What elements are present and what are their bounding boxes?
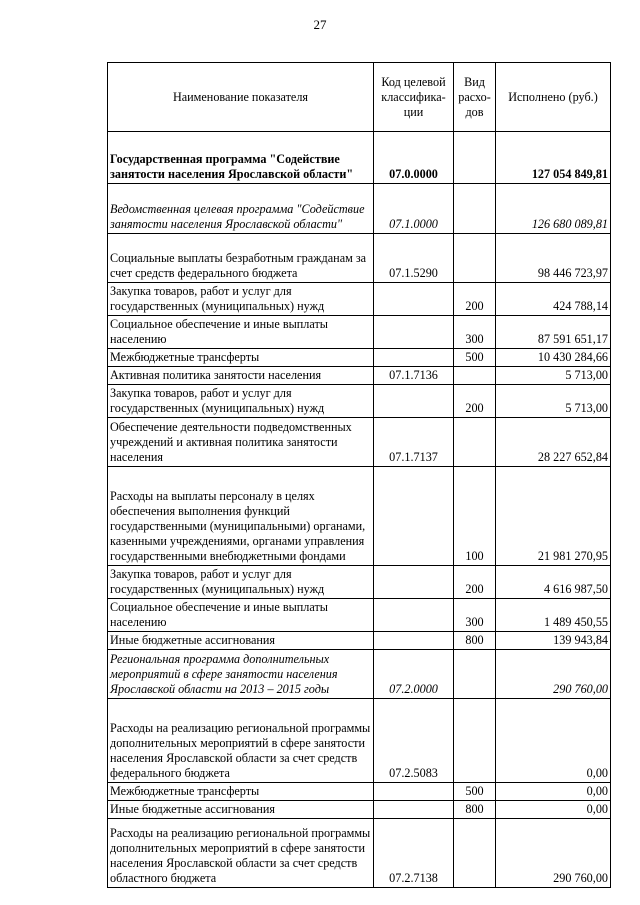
row-name-cell: Государственная программа "Содействие занятости населения Ярославской области": [108, 132, 374, 184]
row-code-cell: [374, 783, 454, 801]
row-type-cell: [454, 699, 496, 783]
row-amount-cell: 87 591 651,17: [496, 316, 611, 349]
row-type-cell: 200: [454, 385, 496, 418]
table-row: [108, 632, 611, 650]
row-code-cell: [374, 599, 454, 632]
table-row: [108, 132, 611, 184]
table-row: [108, 819, 611, 888]
row-code-cell: [374, 316, 454, 349]
row-name-cell: Социальное обеспечение и иные выплаты населению: [108, 599, 374, 632]
row-code-cell: [374, 801, 454, 819]
row-amount-cell: 0,00: [496, 783, 611, 801]
row-type-cell: 500: [454, 783, 496, 801]
row-name-cell: Социальное обеспечение и иные выплаты населению: [108, 316, 374, 349]
table-row: [108, 650, 611, 699]
table-row: [108, 699, 611, 783]
row-code-cell: [374, 385, 454, 418]
row-code-cell: 07.2.5083: [374, 699, 454, 783]
row-amount-cell: 127 054 849,81: [496, 132, 611, 184]
row-code-cell: 07.1.0000: [374, 184, 454, 234]
row-type-cell: [454, 234, 496, 283]
row-code-cell: 07.2.7138: [374, 819, 454, 888]
row-type-cell: 300: [454, 599, 496, 632]
table-header-row: [108, 63, 611, 132]
table-row: [108, 385, 611, 418]
table-row: [108, 349, 611, 367]
row-amount-cell: 0,00: [496, 699, 611, 783]
row-name-cell: Расходы на реализацию региональной программы дополнительных мероприятий в сфере занятости населения Ярославской области за счет средств федерального бюджета: [108, 699, 374, 783]
row-amount-cell: 290 760,00: [496, 819, 611, 888]
row-amount-cell: 5 713,00: [496, 385, 611, 418]
row-amount-cell: 5 713,00: [496, 367, 611, 385]
row-type-cell: [454, 132, 496, 184]
row-amount-cell: 98 446 723,97: [496, 234, 611, 283]
table-row: [108, 184, 611, 234]
row-name-cell: Закупка товаров, работ и услуг для государственных (муниципальных) нужд: [108, 566, 374, 599]
row-code-cell: 07.1.5290: [374, 234, 454, 283]
row-type-cell: 300: [454, 316, 496, 349]
budget-table: [107, 62, 611, 888]
table-row: [108, 599, 611, 632]
row-type-cell: [454, 184, 496, 234]
table-row: [108, 566, 611, 599]
row-name-cell: Социальные выплаты безработным гражданам за счет средств федерального бюджета: [108, 234, 374, 283]
row-amount-cell: 424 788,14: [496, 283, 611, 316]
table-row: [108, 234, 611, 283]
row-amount-cell: 21 981 270,95: [496, 467, 611, 566]
page-number: 27: [313, 17, 327, 32]
row-amount-cell: 10 430 284,66: [496, 349, 611, 367]
row-type-cell: 800: [454, 801, 496, 819]
row-name-cell: Обеспечение деятельности подведомственных учреждений и активная политика занятости населения: [108, 418, 374, 467]
row-name-cell: Ведомственная целевая программа "Содействие занятости населения Ярославской области": [108, 184, 374, 234]
row-type-cell: [454, 367, 496, 385]
row-name-cell: Расходы на выплаты персоналу в целях обеспечения выполнения функций государственными (муниципальными) органами, казенными учреждениями, органами управления государственными внебюджетными фондами: [108, 467, 374, 566]
table-row: [108, 467, 611, 566]
row-name-cell: Иные бюджетные ассигнования: [108, 632, 374, 650]
row-name-cell: Региональная программа дополнительных мероприятий в сфере занятости населения Ярославской области на 2013 – 2015 годы: [108, 650, 374, 699]
row-type-cell: 800: [454, 632, 496, 650]
row-amount-cell: 28 227 652,84: [496, 418, 611, 467]
header-code: Код целевой классифика-ции: [374, 63, 454, 132]
row-name-cell: Межбюджетные трансферты: [108, 783, 374, 801]
row-code-cell: [374, 632, 454, 650]
row-amount-cell: 0,00: [496, 801, 611, 819]
row-code-cell: 07.1.7136: [374, 367, 454, 385]
row-type-cell: [454, 819, 496, 888]
table-row: [108, 783, 611, 801]
row-type-cell: [454, 418, 496, 467]
row-type-cell: 100: [454, 467, 496, 566]
row-code-cell: [374, 467, 454, 566]
table-row: [108, 418, 611, 467]
header-amount: Исполнено (руб.): [496, 63, 611, 132]
row-amount-cell: 126 680 089,81: [496, 184, 611, 234]
row-type-cell: 500: [454, 349, 496, 367]
row-type-cell: 200: [454, 283, 496, 316]
row-amount-cell: 1 489 450,55: [496, 599, 611, 632]
row-type-cell: [454, 650, 496, 699]
row-name-cell: Расходы на реализацию региональной программы дополнительных мероприятий в сфере занятости населения Ярославской области за счет средств областного бюджета: [108, 819, 374, 888]
header-type: Вид расхо-дов: [454, 63, 496, 132]
row-name-cell: Активная политика занятости населения: [108, 367, 374, 385]
row-type-cell: 200: [454, 566, 496, 599]
row-code-cell: 07.2.0000: [374, 650, 454, 699]
table-row: [108, 801, 611, 819]
row-amount-cell: 139 943,84: [496, 632, 611, 650]
row-name-cell: Межбюджетные трансферты: [108, 349, 374, 367]
table-row: [108, 316, 611, 349]
table-row: [108, 283, 611, 316]
row-code-cell: 07.0.0000: [374, 132, 454, 184]
header-name: Наименование показателя: [108, 63, 374, 132]
row-amount-cell: 4 616 987,50: [496, 566, 611, 599]
table-row: [108, 367, 611, 385]
row-name-cell: Иные бюджетные ассигнования: [108, 801, 374, 819]
row-amount-cell: 290 760,00: [496, 650, 611, 699]
table-body: [108, 132, 611, 888]
row-code-cell: 07.1.7137: [374, 418, 454, 467]
row-name-cell: Закупка товаров, работ и услуг для государственных (муниципальных) нужд: [108, 385, 374, 418]
row-name-cell: Закупка товаров, работ и услуг для государственных (муниципальных) нужд: [108, 283, 374, 316]
row-code-cell: [374, 566, 454, 599]
row-code-cell: [374, 349, 454, 367]
row-code-cell: [374, 283, 454, 316]
